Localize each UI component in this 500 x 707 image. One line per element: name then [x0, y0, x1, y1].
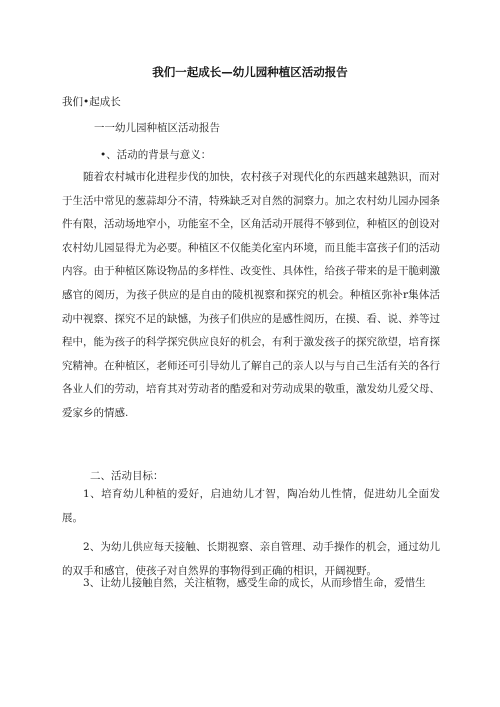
document-subtitle: 我们•起成长: [62, 96, 121, 108]
goal-item-1: 1、培育幼儿种植的爱好，启迪幼儿才智，陶冶幼儿性情，促进幼儿全面发展。: [62, 488, 440, 524]
section-heading-background: •、活动的背景与意义：: [100, 149, 212, 161]
background-paragraph: 随着农村城市化进程步伐的加快，农村孩子对现代化的东西越来越熟识，而对于生活中常见的葱蒜却分不清，特殊缺乏对自然的洞察力。加之农村幼儿园办园条件有限，活动场地窄小，功能室不全，区角活动开展得不够到位，种植区的创设对农村幼儿园显得尤为必要。种植区不仅能美化室内环境，而且能丰富孩子们的活动内容。由于种植区陈设物品的多样性、改变性、具体性，给孩子带来的是干脆剌激感官的阅历，为孩子供应的是自由的陵机视察和探究的机会。种植区弥补r集体活动中视察、探究不足的缺憾，为孩子们供应的是感性阅历，在摸、看、说、养等过程中，能为孩子的科学探究供应良好的机会，有利于激发孩子的探究欲望，培育探究精神。在种植区，老师还可引导幼儿了解自己的亲人以与与自己生活有关的各行各业人们的劳动，培育其对劳动者的酷爱和对劳动成果的敬重，激发幼儿爱父母、爱家乡的情感.: [62, 171, 440, 419]
section-heading-goals: 二、活动目标：: [90, 470, 164, 482]
goal-item-3: 3、让幼儿接触自然，关注植物，感受生命的成长，从而珍惜生命，爱惜生: [83, 577, 426, 589]
goal-item-2: 2、为幼儿供应每天接触、长期视察、亲自管理、动手操作的机会，通过幼儿的双手和感官，使孩子对自然界的事物得到正确的相识，开阔视野。: [62, 541, 440, 577]
document-subsubtitle: 一一幼儿园种植区活动报告: [94, 122, 220, 134]
document-title: 我们一起成长—幼儿园种植区活动报告: [152, 65, 348, 79]
